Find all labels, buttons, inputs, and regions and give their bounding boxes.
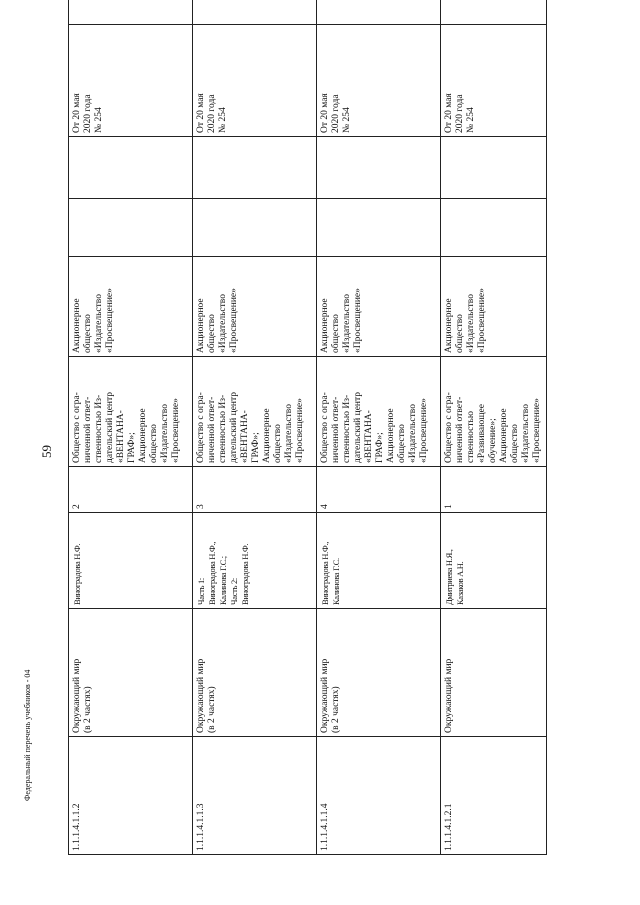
cell-publisher-2: Акционерное общество «Издательство «Просвещение» (317, 257, 441, 357)
cell-empty (69, 0, 193, 25)
cell-empty (193, 0, 317, 25)
cell-empty (441, 199, 547, 257)
textbook-table-rotated (68, 35, 545, 855)
cell-empty (193, 199, 317, 257)
table-row (441, 0, 547, 855)
document-footer: Федеральный перечень учебников - 04 (23, 669, 32, 801)
cell-empty (441, 137, 547, 199)
cell-authors: Виноградова Н.Ф., Калинова Г.С. (317, 513, 441, 609)
cell-empty (69, 137, 193, 199)
cell-title: Окружающий мир (441, 609, 547, 737)
cell-date: От 20 мая 2020 года № 254 (193, 25, 317, 137)
cell-code: 1.1.1.4.1.2.1 (441, 737, 547, 855)
cell-date: От 20 мая 2020 года № 254 (441, 25, 547, 137)
cell-publisher: Общество с огра- ниченной ответ- ственностью Из- дательский центр «ВЕНТАНА- ГРАФ»; Акционерное общество «Издательство «Просвещение» (193, 357, 317, 467)
cell-code: 1.1.1.4.1.1.2 (69, 737, 193, 855)
cell-publisher-2: Акционерное общество «Издательство «Просвещение» (69, 257, 193, 357)
cell-title: Окружающий мир (в 2 частях) (69, 609, 193, 737)
cell-title: Окружающий мир (в 2 частях) (317, 609, 441, 737)
cell-publisher-2: Акционерное общество «Издательство «Просвещение» (441, 257, 547, 357)
page-number: 59 (39, 445, 54, 459)
cell-code: 1.1.1.4.1.1.4 (317, 737, 441, 855)
cell-empty (317, 199, 441, 257)
cell-publisher: Общество с огра- ниченной ответ- ственностью «Развивающее обучение»; Акционерное общество «Издательство «Просвещение» (441, 357, 547, 467)
textbook-table (68, 0, 547, 855)
cell-authors: Дмитриева Н.Я., Казаков А.Н. (441, 513, 547, 609)
cell-empty (317, 137, 441, 199)
cell-empty (441, 0, 547, 25)
cell-empty (317, 0, 441, 25)
table-row (193, 0, 317, 855)
table-row (69, 0, 193, 855)
cell-grade: 1 (441, 467, 547, 513)
cell-authors: Часть 1: Виноградова Н.Ф., Калинова Г.С.; Часть 2: Виноградова Н.Ф. (193, 513, 317, 609)
table-row (317, 0, 441, 855)
cell-empty (69, 199, 193, 257)
cell-authors: Виноградова Н.Ф. (69, 513, 193, 609)
cell-grade: 3 (193, 467, 317, 513)
cell-publisher: Общество с огра- ниченной ответ- ственностью Из- дательский центр «ВЕНТАНА- ГРАФ»; Акционерное общество «Издательство «Просвещение» (69, 357, 193, 467)
cell-empty (193, 137, 317, 199)
cell-publisher-2: Акционерное общество «Издательство «Просвещение» (193, 257, 317, 357)
cell-date: От 20 мая 2020 года № 254 (69, 25, 193, 137)
cell-publisher: Общество с огра- ниченной ответ- ственностью Из- дательский центр «ВЕНТАНА- ГРАФ»; Акционерное общество «Издательство «Просвещение» (317, 357, 441, 467)
cell-grade: 2 (69, 467, 193, 513)
cell-title: Окружающий мир (в 2 частях) (193, 609, 317, 737)
cell-code: 1.1.1.4.1.1.3 (193, 737, 317, 855)
cell-date: От 20 мая 2020 года № 254 (317, 25, 441, 137)
cell-grade: 4 (317, 467, 441, 513)
